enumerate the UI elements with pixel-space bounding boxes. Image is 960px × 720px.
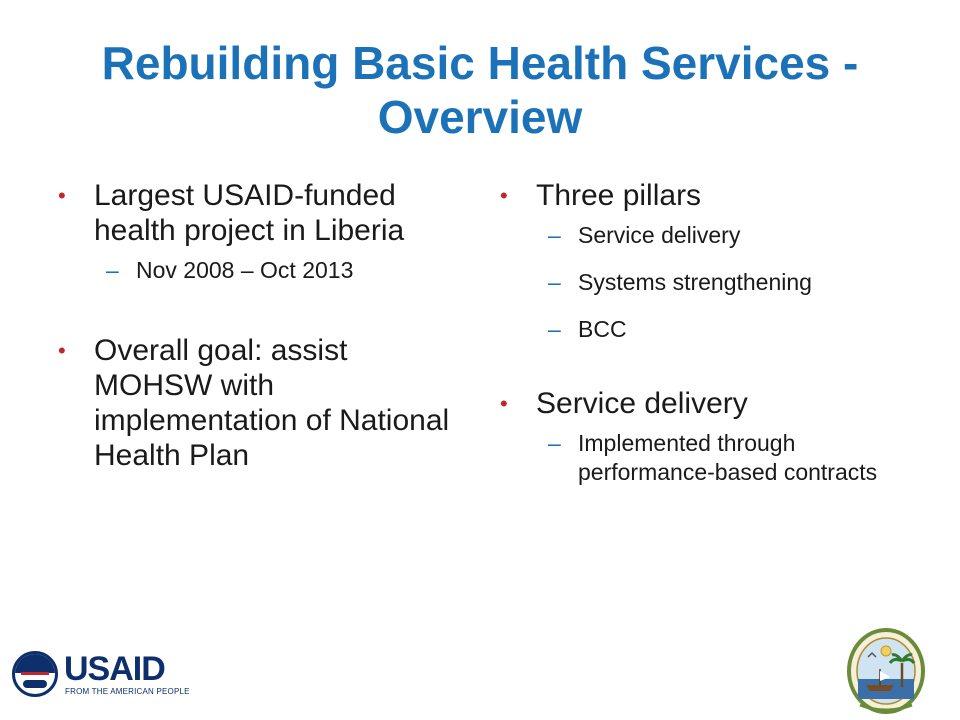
sub-list — [536, 221, 918, 344]
bullet-item — [498, 178, 918, 344]
sub-item: – Nov 2008 – Oct 2013 — [94, 256, 456, 285]
usaid-logo — [12, 650, 190, 699]
bullet-text: Three pillars — [536, 179, 702, 212]
spacer — [56, 285, 456, 333]
right-bullet-list — [498, 178, 918, 487]
bullet-item — [498, 386, 918, 487]
bullet-text: Largest USAID-funded health project in Liberia — [94, 179, 405, 247]
usaid-wordmark: USAID — [64, 650, 165, 688]
sub-item: – Systems strengthening — [536, 268, 918, 297]
bullet-text: Overall goal: assist MOHSW with implementation of National Health Plan — [94, 334, 450, 472]
left-bullet-list — [56, 178, 456, 473]
right-column — [498, 178, 918, 487]
usaid-tagline: FROM THE AMERICAN PEOPLE — [65, 687, 190, 696]
sub-list — [94, 256, 456, 285]
slide-title: Rebuilding Basic Health Services - Overview — [101, 37, 859, 143]
usaid-seal-icon — [12, 651, 58, 697]
bullet-item — [56, 178, 456, 285]
bullet-text: Service delivery — [536, 387, 748, 420]
sub-item: – BCC — [536, 315, 918, 344]
sub-item: – Service delivery — [536, 221, 918, 250]
sub-item: – Implemented through performance-based contracts — [536, 429, 918, 487]
bullet-item — [56, 333, 456, 473]
liberia-seal-icon — [846, 627, 926, 715]
spacer — [498, 344, 918, 386]
left-column — [56, 178, 456, 473]
sub-list — [536, 429, 918, 487]
